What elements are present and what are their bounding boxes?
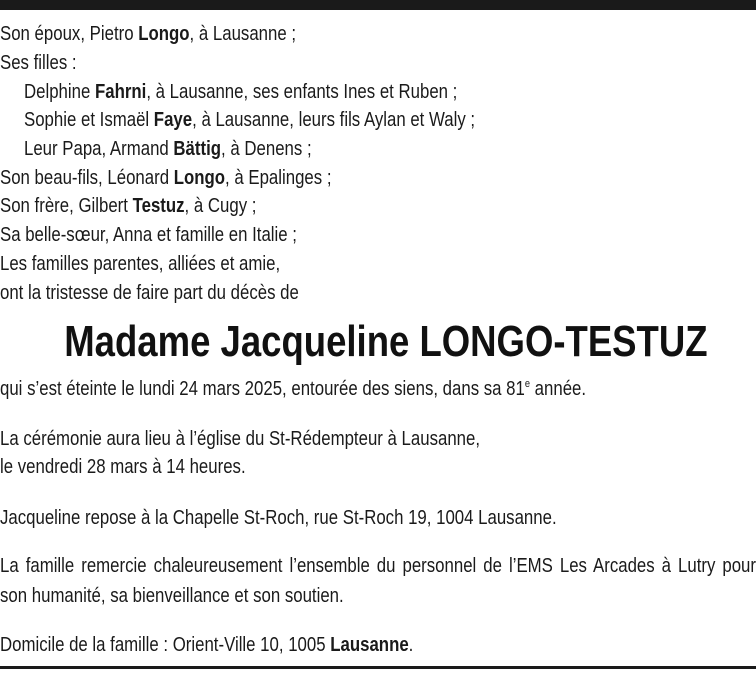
relative-line-father: Leur Papa, Armand Bättig, à Denens ; (24, 138, 312, 160)
deceased-name: Madame Jacqueline LONGO-TESTUZ (64, 317, 708, 366)
relative-line-daughter-2: Sophie et Ismaël Faye, à Lausanne, leurs fils Aylan et Waly ; (24, 109, 476, 131)
relative-line-sister-in-law: Sa belle-sœur, Anna et famille en Italie ; (0, 224, 297, 246)
domicile-line: Domicile de la famille : Orient-Ville 10, 1005 Lausanne. (0, 634, 414, 656)
ceremony-line-2: le vendredi 28 mars à 14 heures. (0, 456, 246, 478)
top-rule (0, 0, 756, 10)
relative-line-daughters-heading: Ses filles : (0, 52, 77, 74)
announcement-line: ont la tristesse de faire part du décès de (0, 282, 299, 304)
thanks-paragraph: La famille remercie chaleureusement l’ensemble du personnel de l’EMS Les Arcades à Lutry pour son humanité, sa bienveillance et son soutien. (0, 555, 756, 607)
relative-line-families: Les familles parentes, alliées et amie, (0, 253, 281, 275)
death-line: qui s’est éteinte le lundi 24 mars 2025, entourée des siens, dans sa 81e année. (0, 378, 587, 400)
relative-line-daughter-1: Delphine Fahrni, à Lausanne, ses enfants Ines et Ruben ; (24, 81, 458, 103)
ceremony-line-1: La cérémonie aura lieu à l’église du St-Rédempteur à Lausanne, (0, 428, 481, 450)
relative-line-spouse: Son époux, Pietro Longo, à Lausanne ; (0, 23, 297, 45)
relative-line-stepson: Son beau-fils, Léonard Longo, à Epalinges ; (0, 167, 332, 189)
rest-line: Jacqueline repose à la Chapelle St-Roch, rue St-Roch 19, 1004 Lausanne. (0, 507, 557, 529)
relative-line-brother: Son frère, Gilbert Testuz, à Cugy ; (0, 195, 257, 217)
bottom-rule (0, 666, 756, 669)
